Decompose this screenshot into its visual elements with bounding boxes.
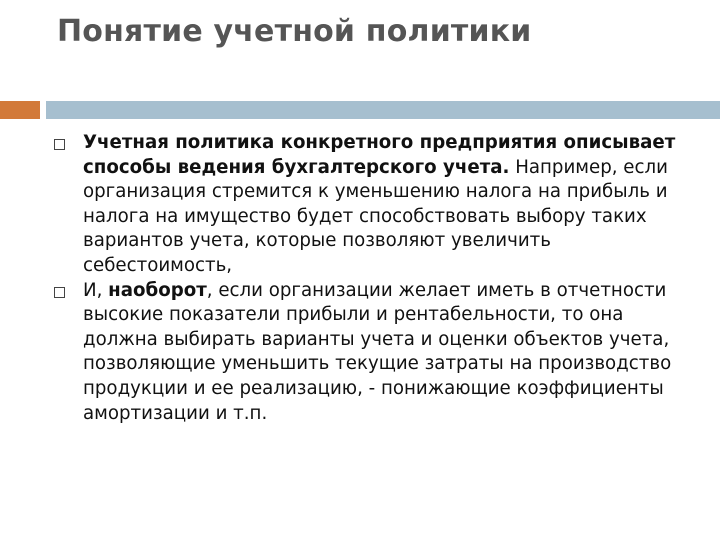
bullet-bold-word: наоборот [108,279,207,301]
accent-bar-orange [0,101,40,119]
bullet-item [54,131,694,279]
bullet-rest: , если организации желает иметь в отчетности высокие показатели прибыли и рентабельности, то она должна выбирать варианты учета и оценки объектов учета, позволяющие уменьшить текущие затраты на производство продукции и ее реализацию, - понижающие коэффициенты амортизации и т.п. [83,279,672,424]
checkbox-square-icon [54,287,65,298]
slide-content [54,131,694,426]
bullet-pre: И, [83,279,109,301]
bullet-bold-lead: Учетная политика конкретного предприятия описывает способы ведения бухгалтерского учета. [83,132,676,178]
bullet-text [83,131,694,279]
bullet-text [83,279,694,427]
checkbox-square-icon [54,139,65,150]
slide-title: Понятие учетной политики [57,14,532,49]
bullet-item [54,279,694,427]
bullet-rest: Например, если организация стремится к уменьшению налога на прибыль и налога на имущество будет способствовать выбору таких вариантов учета, которые позволяют увеличить себестоимость, [83,156,668,276]
accent-bar-blue [46,101,720,119]
